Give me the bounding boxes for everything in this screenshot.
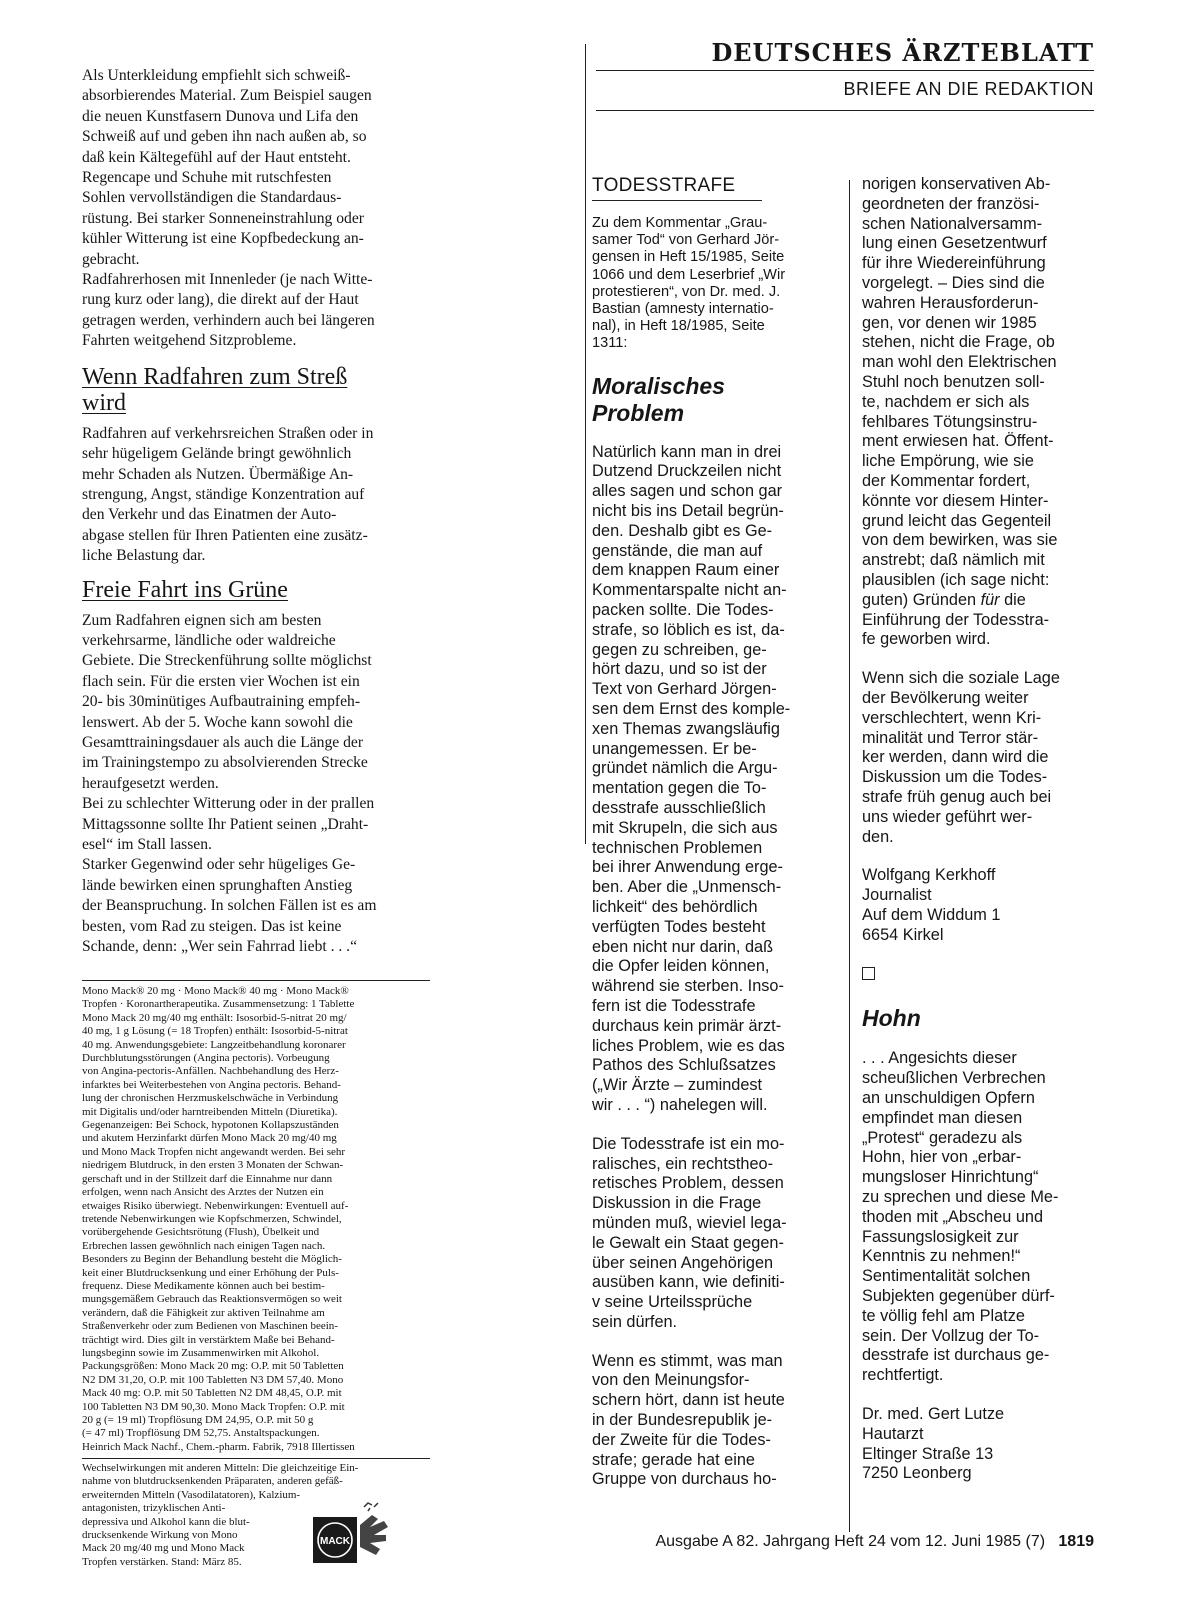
letter1-paragraph-5: Wenn sich die soziale Lage der Bevölkerung weiter verschlechtert, wenn Kri- minalität und Terror stär- ker werden, dann wird die Diskussion um die Todes- strafe früh genug auch bei uns wieder geführt wer- den. xyxy=(862,669,1060,846)
left-paragraph-training: Zum Radfahren eignen sich am besten verkehrsarme, ländliche oder waldreiche Gebiete. Die Streckenführung sollte möglichst flach sein. Für die ersten vier Wochen ist ein 20- bis 30minütiges Aufbautraining empfeh- lenswert. Ab der 5. Woche kann sowohl die Gesamttrainingsdauer als auch die Länge der im Trainingstempo zu absolvierenden Strecke heraufgesetzt werden. Bei zu schlechter Witterung oder in der prallen Mittagssonne sollte Ihr Patient seinen „Draht- esel“ im Stall lassen. Starker Gegenwind oder sehr hügeliges Ge- lände bewirken einen sprunghaften Anstieg der Beanspruchung. In solchen Fällen ist es am besten, vom Rad zu steigen. Das ist keine Schande, denn: „Wer sein Fahrrad liebt . . .“ xyxy=(82,611,377,956)
column-rule xyxy=(849,180,850,1532)
mack-logo-text: MACK xyxy=(320,1536,350,1547)
ad-interactions-text: Wechselwirkungen mit anderen Mitteln: Die gleichzeitige Ein- nahme von blutdrucksenkenden Präparaten, anderen gefäß- erweiternden Mitteln (Vasodilatatoren), Kalzium- antagonisten, trizyklischen Anti- depressiva und Alkohol kann die blut- drucksenkende Wirkung von Mono Mack 20 mg/40 mg und Mono Mack Tropfen verstärken. Stand: März 85. xyxy=(82,1462,359,1568)
letter1-paragraph-1: Natürlich kann man in drei Dutzend Druckzeilen nicht alles sagen und schon gar nicht bis ins Detail begrün- den. Deshalb gibt es Ge- genstände, die man auf dem knappen Raum einer Kommentarspalte nicht an- packen sollte. Die Todes- strafe, so löblich es ist, da- gegen zu schreiben, ge- hört dazu, und so ist der Text von Gerhard Jörgen- sen dem Ernst des komple- xen Themas zwangsläufig unangemessen. Er be- gründet nämlich die Argu- mentation gegen die To- desstrafe ausschließlich mit Skrupeln, die sich aus technischen Problemen bei ihrer Anwendung erge- ben. Aber die „Unmensch- lichkeit“ des behördlich verfügten Todes besteht eben nicht nur darin, daß die Opfer leiden können, während sie sterben. Inso- fern ist die Todesstrafe durchaus kein primär ärzt- liches Problem, wie es das Pathos des Schlußsatzes („Wir Ärzte – zumindest wir . . . “) nahelegen will. xyxy=(592,442,791,1114)
footer-issue: Ausgabe A 82. Jahrgang Heft 24 vom 12. Juni 1985 (7) xyxy=(655,1533,1046,1550)
section-rule xyxy=(596,110,1094,111)
left-heading-stress: Wenn Radfahren zum Streß wird xyxy=(82,363,348,416)
letter1-paragraph-2: Die Todesstrafe ist ein mo- ralisches, ein rechtstheo- retisches Problem, dessen Diskussion in die Frage münden muß, wieviel lega- le Gewalt ein Staat gegen- über seinen Angehörigen ausüben kann, wie definiti- v seine Urteilssprüche sein dürfen. xyxy=(592,1134,787,1331)
left-column xyxy=(82,66,427,957)
masthead-rule xyxy=(596,70,1094,71)
left-paragraph-clothing: Als Unterkleidung empfiehlt sich schweiß- absorbierendes Material. Zum Beispiel saugen die neuen Kunstfasern Dunova und Lifa den Schweiß auf und geben ihn nach außen ab, so daß kein Kältegefühl auf der Haut entsteht. Regencape und Schuhe mit rutschfesten Sohlen vervollständigen die Standardaus- rüstung. Bei starker Sonneneinstrahlung oder kühler Witterung ist eine Kopfbedeckung an- gebracht. Radfahrerhosen mit Innenleder (je nach Witte- rung kurz oder lang), die direkt auf der Haut getragen werden, verhindern auch bei längeren Fahrten weitgehend Sitzprobleme. xyxy=(82,67,375,350)
article-column-2 xyxy=(862,175,1102,1484)
article-column-1 xyxy=(592,175,834,1490)
letter1-emphasis: für xyxy=(980,590,1000,609)
masthead: DEUTSCHES ÄRZTEBLATT xyxy=(711,38,1094,67)
left-heading-green: Freie Fahrt ins Grüne xyxy=(82,576,288,603)
letter1-paragraph-4-start: norigen konservativen Ab- geordneten der französi- schen Nationalversamm- lung einen Gesetzentwurf für ihre Wiedereinführung vorgelegt. – Dies sind die wahren Herausforderun- gen, vor denen wir 1985 stehen, nicht die Frage, ob man wohl den Elektrischen Stuhl noch benutzen soll- te, nachdem er sich als fehlbares Tötungsinstru- ment erwiesen hat. Öffent- liche Empörung, wie sie der Kommentar fordert, könnte vor diesem Hinter- grund leicht das Gegenteil von dem bewirken, was sie anstrebt; daß nämlich mit plausiblen (ich sage nicht: guten) Gründen xyxy=(862,175,1058,609)
ad-pharma-text: Mono Mack® 20 mg · Mono Mack® 40 mg · Mono Mack® Tropfen · Koronartherapeutika. Zusammensetzung: 1 Tablette Mono Mack 20 mg/40 mg enthält: Isosorbid-5-nitrat 20 mg/ 40 mg, 1 g Lösung (= 18 Tropfen) enthält: Isosorbid-5-nitrat 40 mg. Anwendungsgebiete: Langzeitbehandlung koronarer Durchblutungsstörungen (Angina pectoris). Vorbeugung von Angina-pectoris-Anfällen. Nachbehandlung des Herz- infarktes bei Weiterbestehen von Angina pectoris. Behand- lung der chronischen Herzmuskelschwäche in Verbindung mit Digitalis und/oder harntreibenden Mitteln (Diuretika). Gegenanzeigen: Bei Schock, hypotonen Kollapszuständen und akutem Herzinfarkt dürfen Mono Mack 20 mg/40 mg und Mono Mack Tropfen nicht angewandt werden. Bei sehr niedrigem Blutdruck, in den ersten 3 Monaten der Schwan- gerschaft und in der Stillzeit darf die Einnahme nur dann erfolgen, wenn nach Ansicht des Arztes der Nutzen ein etwaiges Risiko überwiegt. Nebenwirkungen: Eventuell auf- tretende Nebenwirkungen wie Kopfschmerzen, Schwindel, vorübergehende Gesichtsrötung (Flush), Übelkeit und Erbrechen lassen gewöhnlich nach einigen Tagen nach. Besonders zu Beginn der Behandlung besteht die Möglich- keit einer Blutdrucksenkung und einer Erhöhung der Puls- frequenz. Diese Medikamente können auch bei bestim- mungsgemäßem Gebrauch das Reaktionsvermögen so weit verändern, daß die Fähigkeit zur aktiven Teilnahme am Straßenverkehr oder zum Bedienen von Maschinen beein- trächtigt wird. Dies gilt in verstärktem Maße bei Behand- lungsbeginn sowie im Zusammenwirken mit Alkohol. Packungsgrößen: Mono Mack 20 mg: O.P. mit 50 Tabletten N2 DM 31,20, O.P. mit 100 Tabletten N3 DM 57,40. Mono Mack 40 mg: O.P. mit 50 Tabletten N2 DM 48,45, O.P. mit 100 Tabletten N3 DM 90,30. Mono Mack Tropfen: O.P. mit 20 g (= 19 ml) Tropflösung DM 24,95, O.P. mit 50 g (= 47 ml) Tropflösung DM 52,75. Anstaltspackungen. Heinrich Mack Nachf., Chem.-pharm. Fabrik, 7918 Illertissen xyxy=(82,985,355,1453)
end-box-icon xyxy=(862,967,875,980)
letter1-paragraph-4-end: die Einführung der Todesstra- fe geworben wird. xyxy=(862,590,1050,649)
section-title: BRIEFE AN DIE REDAKTION xyxy=(843,79,1094,99)
article-intro: Zu dem Kommentar „Grau- samer Tod“ von Gerhard Jör- gensen in Heft 15/1985, Seite 1066 und dem Leserbrief „Wir protestieren“, von Dr. med. J. Bastian (amnesty internatio- nal), in Heft 18/1985, Seite 1311: xyxy=(592,215,786,352)
letter1-paragraph-4 xyxy=(862,175,1102,650)
letter1-signature: Wolfgang Kerkhoff Journalist Auf dem Widdum 1 6654 Kirkel xyxy=(862,866,1001,944)
article-kicker: TODESSTRAFE xyxy=(592,175,762,201)
ad-divider-rule xyxy=(82,1458,430,1459)
end-of-letter-box xyxy=(862,967,1102,985)
ad-top-rule xyxy=(82,980,430,981)
page-number: 1819 xyxy=(1058,1533,1094,1550)
letter2-signature: Dr. med. Gert Lutze Hautarzt Eltinger Straße 13 7250 Leonberg xyxy=(862,1405,1005,1483)
letter1-paragraph-3: Wenn es stimmt, was man von den Meinungsfor- schern hört, dann ist heute in der Bundesrepublik je- der Zweite für die Todes- strafe; gerade hat eine Gruppe von durchaus ho- xyxy=(592,1351,785,1489)
header-vertical-rule xyxy=(585,44,586,844)
letter2-title: Hohn xyxy=(862,1005,921,1032)
letter1-title: Moralisches Problem xyxy=(592,372,725,426)
left-paragraph-traffic: Radfahren auf verkehrsreichen Straßen oder in sehr hügeligem Gelände bringt gewöhnlich mehr Schaden als Nutzen. Übermäßige An- strengung, Angst, ständige Konzentration auf den Verkehr und das Einatmen der Auto- abgase stellen für Ihren Patienten eine zusätz- liche Belastung dar. xyxy=(82,424,374,565)
page-footer xyxy=(520,1532,1094,1552)
mack-logo xyxy=(312,1495,392,1565)
letter2-paragraph: . . . Angesichts dieser scheußlichen Verbrechen an unschuldigen Opfern empfindet man diesen „Protest“ geradezu als Hohn, hier von „erbar- mungsloser Hinrichtung“ zu sprechen und diese Me- thoden mit „Abscheu und Fassungslosigkeit zur Kenntnis zu nehmen!“ Sentimentalität solchen Subjekten gegenüber dürf- te völlig fehl am Platze sein. Der Vollzug der To- desstrafe ist durchaus ge- rechtfertigt. xyxy=(862,1049,1059,1385)
